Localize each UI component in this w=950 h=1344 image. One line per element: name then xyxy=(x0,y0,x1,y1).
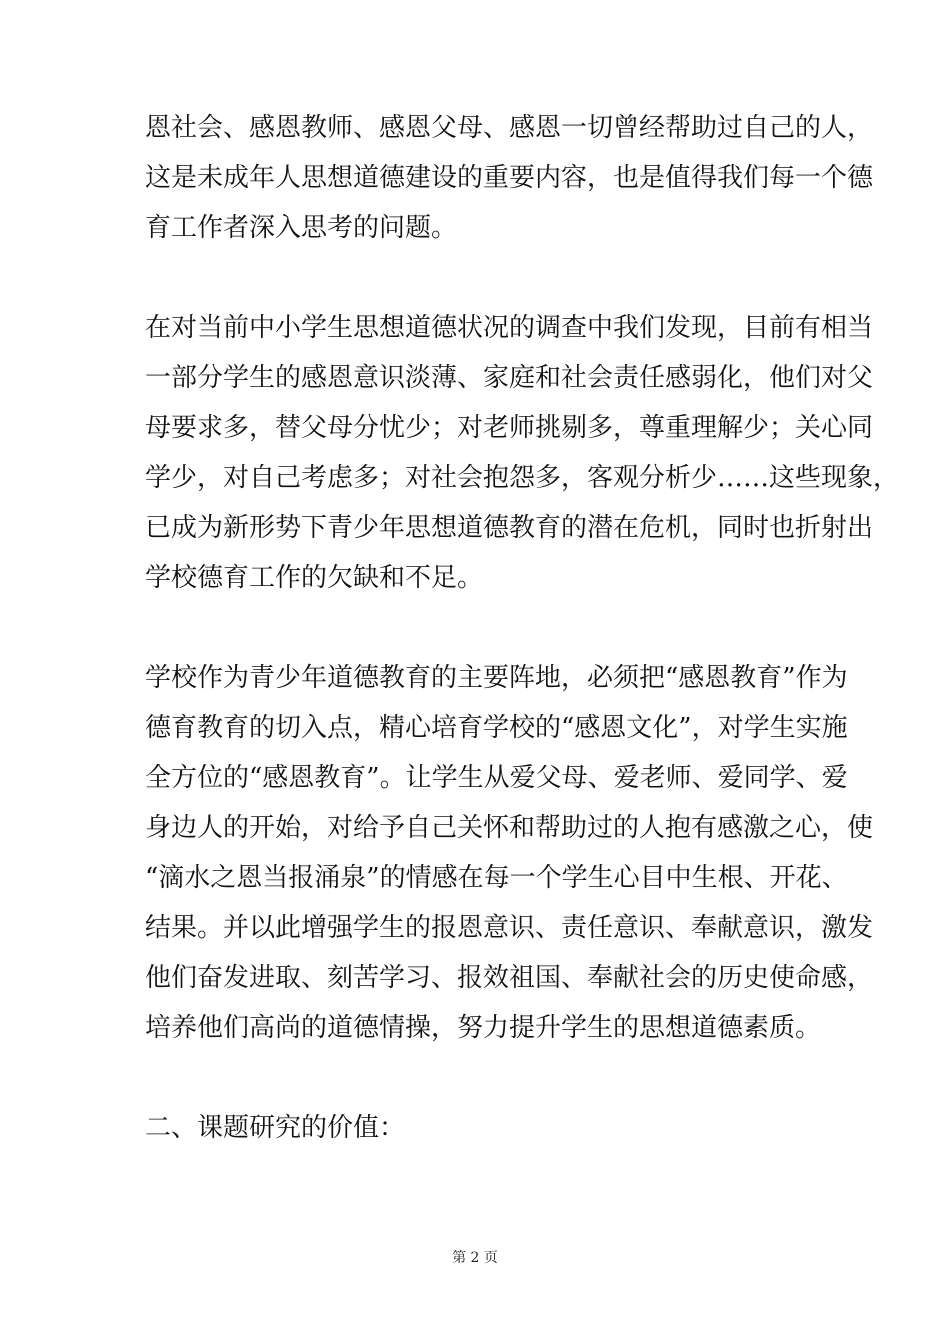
text-line: 一部分学生的感恩意识淡薄、家庭和社会责任感弱化，他们对父 xyxy=(145,363,874,393)
paragraph-2 xyxy=(145,303,900,603)
text-line: 全方位的“感恩教育”。让学生从爱父母、爱老师、爱同学、爱 xyxy=(145,763,848,793)
paragraph-3 xyxy=(145,653,874,1053)
text-line: 学校作为青少年道德教育的主要阵地，必须把“感恩教育”作为 xyxy=(145,663,848,693)
text-line: 恩社会、感恩教师、感恩父母、感恩一切曾经帮助过自己的人， xyxy=(145,113,874,143)
paragraph-1 xyxy=(145,103,874,253)
text-line: “滴水之恩当报涌泉”的情感在每一个学生心目中生根、开花、 xyxy=(145,863,848,893)
document-body xyxy=(145,103,900,1153)
text-line: 身边人的开始，对给予自己关怀和帮助过的人抱有感激之心，使 xyxy=(145,813,874,843)
text-line: 培养他们高尚的道德情操，努力提升学生的思想道德素质。 xyxy=(145,1013,822,1043)
text-line: 学少，对自己考虑多；对社会抱怨多，客观分析少……这些现象， xyxy=(145,463,900,493)
section-heading-text: 二、课题研究的价值： xyxy=(145,1113,406,1143)
section-heading xyxy=(145,1103,809,1153)
paragraph-spacer xyxy=(145,1053,809,1103)
paragraph-spacer xyxy=(145,603,809,653)
text-line: 母要求多，替父母分忧少；对老师挑剔多，尊重理解少；关心同 xyxy=(145,413,874,443)
text-line: 他们奋发进取、刻苦学习、报效祖国、奉献社会的历史使命感， xyxy=(145,963,874,993)
text-line: 育工作者深入思考的问题。 xyxy=(145,213,458,243)
text-line: 这是未成年人思想道德建设的重要内容，也是值得我们每一个德 xyxy=(145,163,874,193)
page-number: 第 2 页 xyxy=(452,1250,498,1266)
text-line: 学校德育工作的欠缺和不足。 xyxy=(145,563,484,593)
text-line: 结果。并以此增强学生的报恩意识、责任意识、奉献意识，激发 xyxy=(145,913,874,943)
text-line: 德育教育的切入点，精心培育学校的“感恩文化”，对学生实施 xyxy=(145,713,848,743)
paragraph-spacer xyxy=(145,253,809,303)
text-line: 已成为新形势下青少年思想道德教育的潜在危机，同时也折射出 xyxy=(145,513,874,543)
text-line: 在对当前中小学生思想道德状况的调查中我们发现，目前有相当 xyxy=(145,313,874,343)
